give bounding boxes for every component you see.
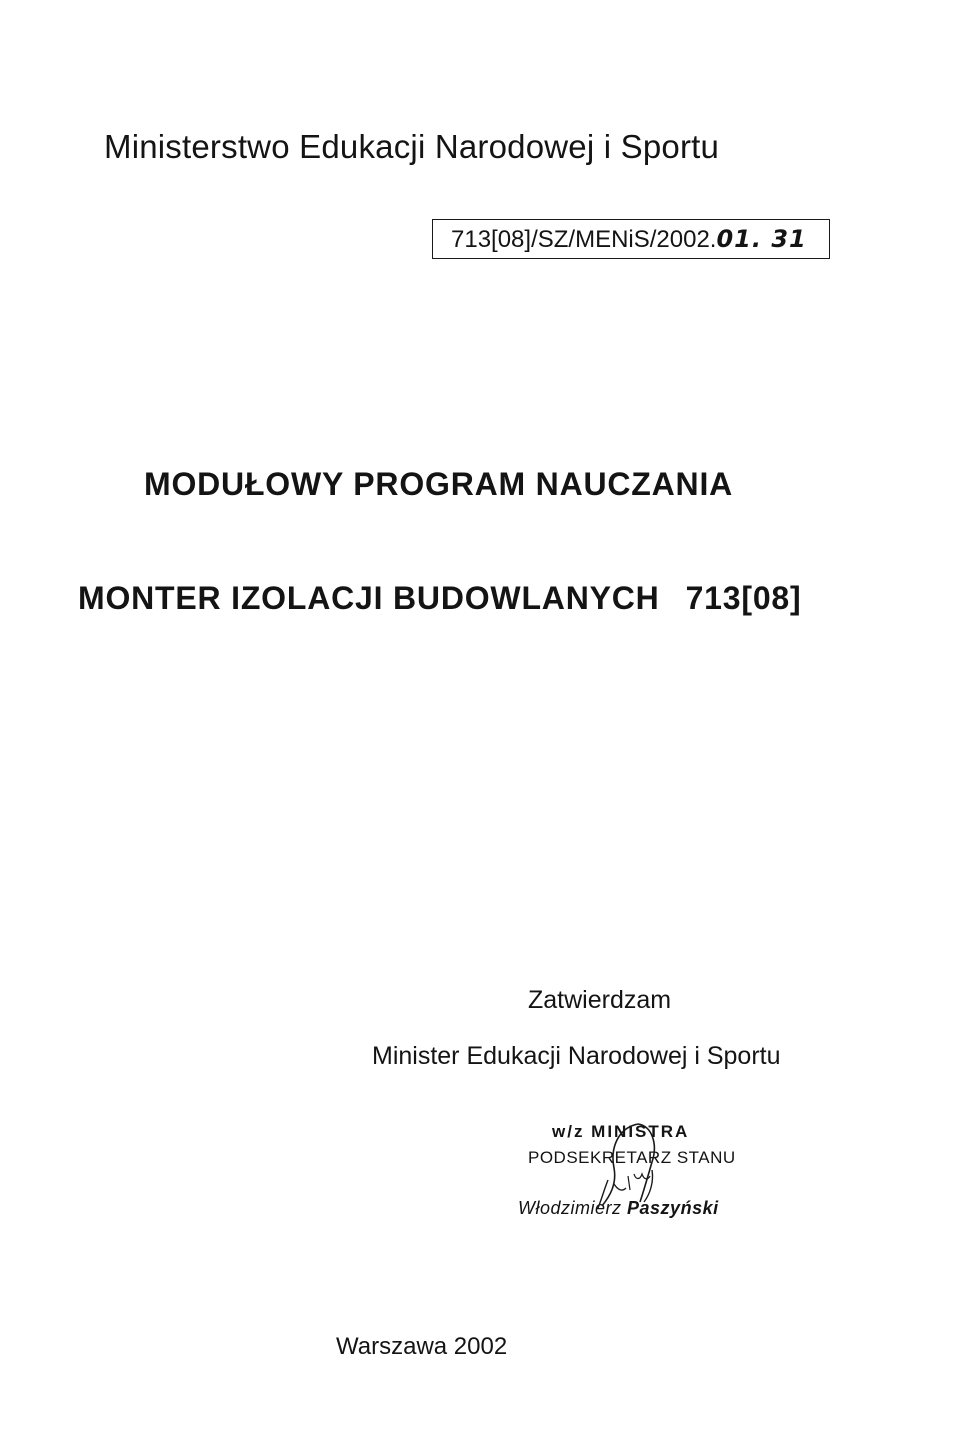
minister-title: Minister Edukacji Narodowej i Sportu [372, 1042, 781, 1070]
stamp-name [518, 1198, 719, 1219]
profession-code: 713[08] [685, 580, 802, 616]
place-and-date: Warszawa 2002 [336, 1333, 508, 1360]
reference-number-box [432, 219, 830, 259]
stamp-name-last: Paszyński [627, 1198, 719, 1218]
approval-label: Zatwierdzam [528, 986, 672, 1014]
profession-title [78, 580, 801, 617]
stamp-line-2: PODSEKRETARZ STANU [528, 1148, 736, 1167]
reference-number [451, 224, 807, 255]
ministry-header: Ministerstwo Edukacji Narodowej i Sportu [104, 128, 720, 165]
official-stamp [518, 1118, 778, 1228]
reference-handwritten: 01. 31 [716, 225, 807, 253]
program-title: MODUŁOWY PROGRAM NAUCZANIA [144, 466, 734, 502]
profession-name: MONTER IZOLACJI BUDOWLANYCH [78, 580, 660, 616]
stamp-line-1: w/z MINISTRA [552, 1122, 690, 1141]
stamp-name-first: Włodzimierz [518, 1198, 622, 1218]
reference-printed: 713[08]/SZ/MENiS/2002. [451, 226, 717, 253]
